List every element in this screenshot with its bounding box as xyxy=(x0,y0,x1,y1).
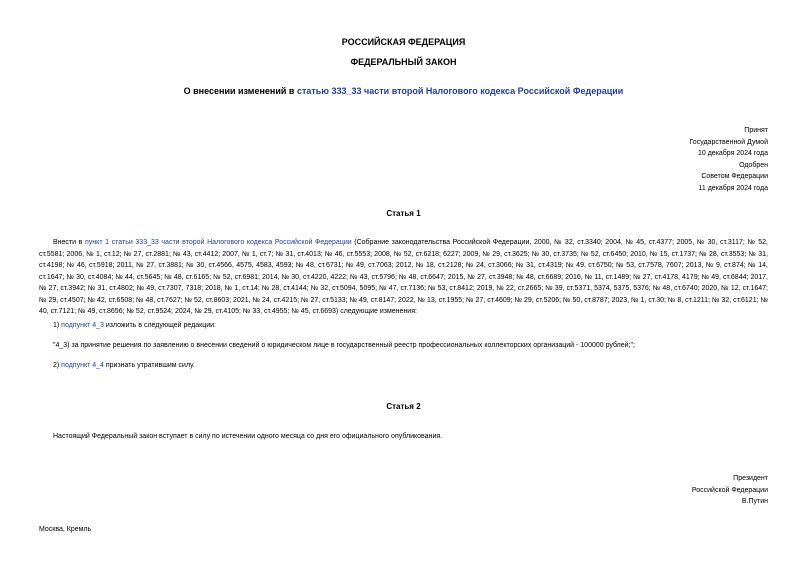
intro-link[interactable]: пункт 1 статьи 333_33 части второй Налогового кодекса Российской Федерации xyxy=(85,239,352,246)
adoption-block xyxy=(689,125,768,194)
adoption-line: 10 декабря 2024 года xyxy=(697,150,768,157)
item-1-num: 1) xyxy=(53,322,62,329)
law-title-link[interactable]: статью 333_33 части второй Налогового кодекса Российской Федерации xyxy=(296,86,624,96)
law-title xyxy=(0,86,807,96)
item-1-link[interactable]: подпункт 4_3 xyxy=(61,322,104,329)
item-2 xyxy=(39,360,768,372)
adoption-line: Одобрен xyxy=(739,161,768,169)
item-2-num: 2) xyxy=(53,362,62,369)
signature-line: В.Путин xyxy=(741,498,768,505)
article-2-heading: Статья 2 xyxy=(386,402,421,411)
adoption-line: Советом Федерации xyxy=(701,173,768,180)
adoption-line: 11 декабря 2024 года xyxy=(698,184,768,192)
signature-line: Президент xyxy=(733,475,768,482)
law-type-heading: ФЕДЕРАЛЬНЫЙ ЗАКОН xyxy=(350,57,457,67)
item-1 xyxy=(39,320,768,332)
article-1-intro xyxy=(39,237,768,318)
signature-block xyxy=(692,473,768,508)
article-2-text: Настоящий Федеральный закон вступает в силу по истечении одного месяца со дня его официального опубликования. xyxy=(53,433,443,440)
adoption-line: Принят xyxy=(744,127,768,134)
item-2-rest: признать утратившим силу. xyxy=(103,362,195,369)
intro-prefix: Внести в xyxy=(53,239,86,246)
item-2-link[interactable]: подпункт 4_4 xyxy=(61,362,104,369)
intro-rest: (Собрание законодательства Российской Федерации, 2000, № 32, ст.3340; 2004, № 45, ст.4377; 2005, № 30, ст.3117; № 52, ст.5581; 2006, № 1, ст.12; № 27, ст.2881; № 43, ст.4412; 2007, № 1, ст.7; № 31, ст.4013; № 46, ст.5553; 2008, № 52, ст.6218; 6227; 2009, № 29, ст.3625; № 30, ст.3735; № 52, ст.6450; 2010, № 15, ст.1737; № 28, ст.3553; № 31, ст.4198; № 46, ст.5918; 2011, № 27, ст.3881; № 30, ст.4566, 4575, 4583, 4593; № 48, ст.6731; № 49, ст.7063; 2012, № 18, ст.2128; № 24, ст.3066; № 31, ст.4319; № 49, ст.6750; № 53, ст.7578, 7607; 2013, № 9, ст.874; № 14, ст.1647; № 30, ст.4084; № 44, ст.5645; № 48, ст.6165; № 52, ст.6981; 2014, № 30, ст.4220, 4222; № 43, ст.5796; № 48, ст.6647; 2015, № 27, ст.3948; № 48, ст.6689; 2016, № 11, ст.1489; № 27, ст.4178, 4179; № 49, ст.6844; 2017, № 27, ст.3942; № 31, ст.4802; № 49, ст.7307, 7318; 2018, № 1, ст.14; № 28, ст.4144; № 32, ст.5094, 5095; № 47, ст.7136; № 53, ст.8412; 2019, № 22, ст.2665; № 39, ст.5371, 5374, 5375, 5376; № 48, ст.6740; 2020, № 12, ст.1647; № 29, ст.4507; № 42, ст.6508; № 48, ст.7627; № 52, ст.8603; 2021, № 24, ст.4215; № 27, ст.5133; № 49, ст.8147; 2022, № 13, ст.1955; № 27, ст.4609; № 29, ст.5206; № 50, ст.8787; 2023, № 1, ст.30; № 8, ст.1211; № 32, ст.6121; № 40, ст.7121; № 49, ст.8656; № 52, ст.9524; 2024, № 29, ст.4105; № 33, ст.4955; № 45, ст.6693) следующие изменения: xyxy=(39,239,768,315)
signature-line: Российской Федерации xyxy=(691,486,768,494)
article-1-heading: Статья 1 xyxy=(386,209,421,218)
item-1-rest: изложить в следующей редакции: xyxy=(103,322,216,329)
place-of-signing: Москва, Кремль xyxy=(39,526,92,533)
law-title-prefix: О внесении изменений в xyxy=(183,86,297,96)
country-heading: РОССИЙСКАЯ ФЕДЕРАЦИЯ xyxy=(341,37,466,47)
adoption-line: Государственной Думой xyxy=(689,138,768,146)
item-1-quote: "4_3) за принятие решения по заявлению о внесении сведений о юридическом лице в государственный реестр профессиональных коллекторских организаций - 100000 рублей;"; xyxy=(53,342,635,349)
